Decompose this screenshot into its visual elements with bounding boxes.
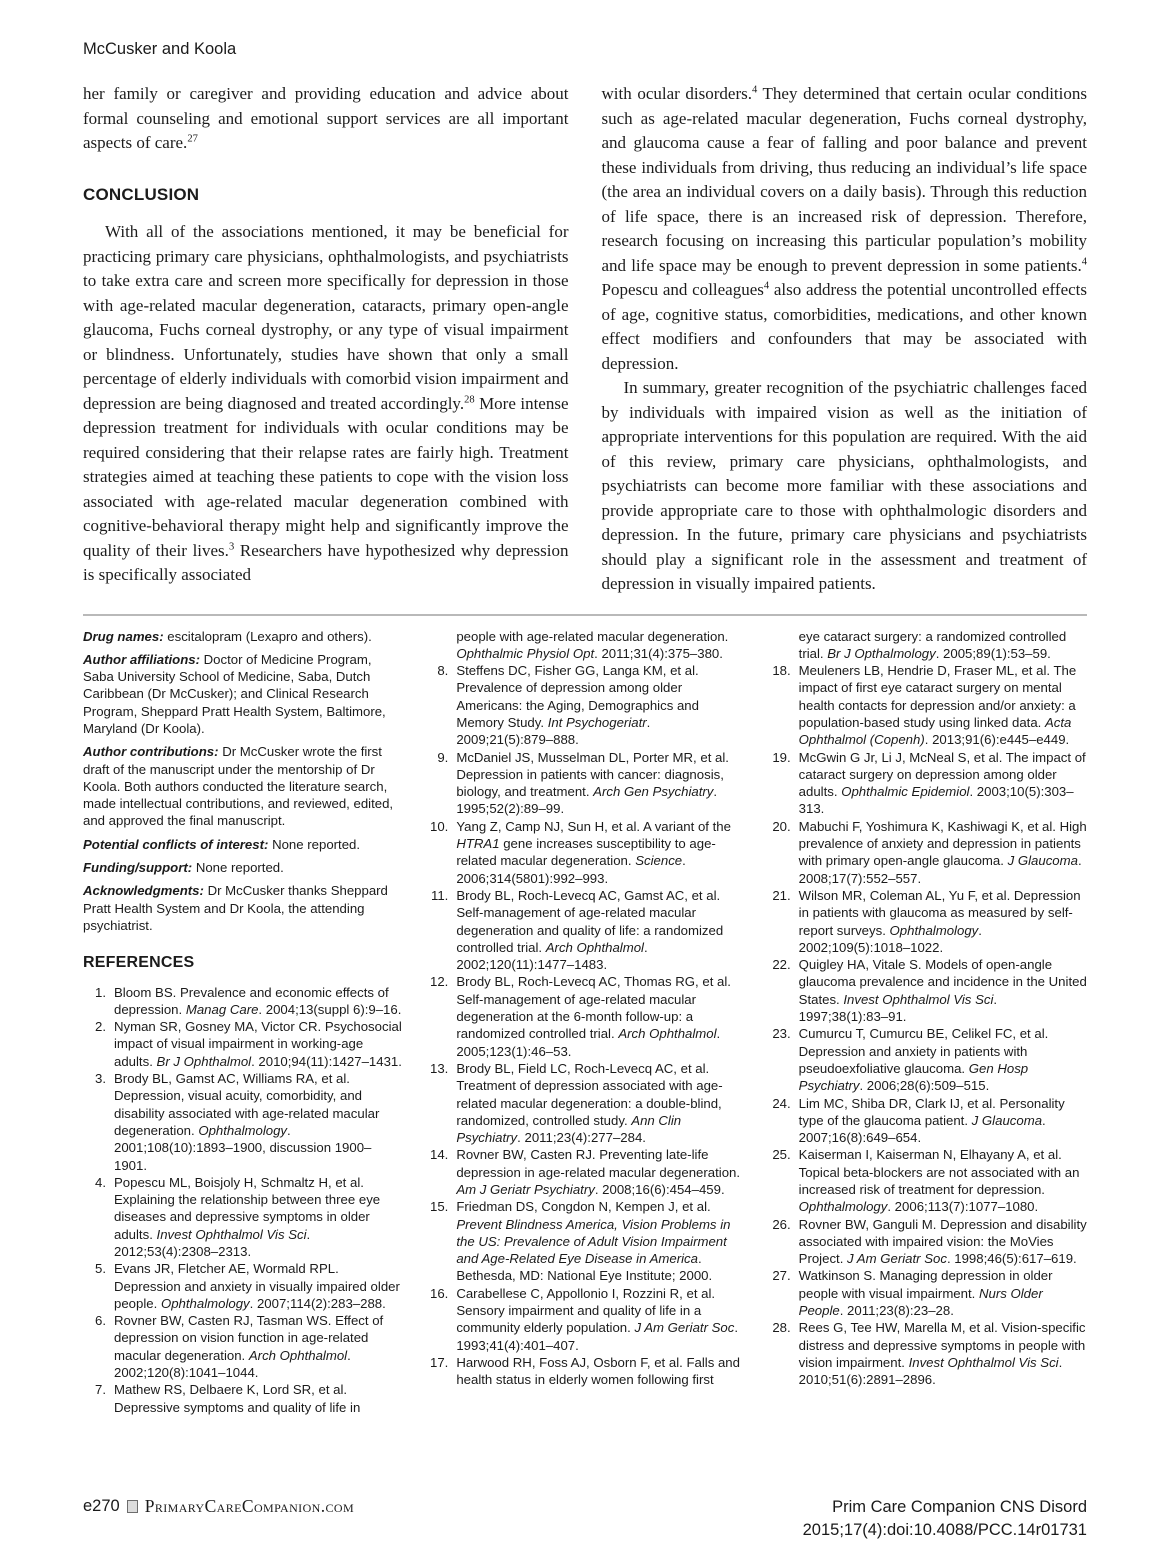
reference-text: Wilson MR, Coleman AL, Yu F, et al. Depression in patients with glaucoma as measured by self-report surveys. Ophthalmology. 2002;109(5):1018–1022.	[798, 887, 1081, 955]
reference-number: 3.	[95, 1071, 106, 1087]
reference-text: Bloom BS. Prevalence and economic effects of depression. Manag Care. 2004;13(suppl 6):9–16.	[114, 984, 402, 1017]
reference-item	[425, 1146, 744, 1198]
reference-item	[768, 956, 1087, 1025]
footer-right	[803, 1496, 1087, 1542]
reference-item	[768, 1146, 1087, 1215]
reference-number: 25.	[772, 1147, 791, 1163]
reference-text: Nyman SR, Gosney MA, Victor CR. Psychosocial impact of visual impairment in working-age adults. Br J Ophthalmol. 2010;94(11):1427–1431.	[114, 1019, 402, 1069]
note-drug-names	[83, 628, 402, 645]
page-number: e270	[83, 1497, 120, 1515]
reference-number: 24.	[772, 1095, 791, 1111]
reference-item	[768, 628, 1087, 663]
reference-number: 20.	[772, 818, 791, 834]
backmatter	[83, 628, 1087, 1416]
reference-text: Brody BL, Field LC, Roch-Levecq AC, et al. Treatment of depression associated with age-related macular degeneration: a double-blind, randomized, controlled study. Ann Clin Psychiatry. 2011;23(4):277–284.	[456, 1060, 723, 1146]
reference-text: Mabuchi F, Yoshimura K, Kashiwagi K, et al. High prevalence of anxiety and depression in patients with primary open-angle glaucoma. J Glaucoma. 2008;17(7):552–557.	[798, 818, 1087, 886]
reference-number: 23.	[772, 1026, 791, 1042]
reference-item	[83, 1381, 402, 1416]
reference-text: Yang Z, Camp NJ, Sun H, et al. A variant of the HTRA1 gene increases susceptibility to age-related macular degeneration. Science. 2006;314(5801):992–993.	[456, 818, 731, 886]
article-body	[83, 82, 1087, 597]
references-list-2	[425, 628, 744, 1389]
article-right-column	[602, 82, 1088, 597]
reference-number: 21.	[772, 887, 791, 903]
reference-text: Brody BL, Roch-Levecq AC, Gamst AC, et al. Self-management of age-related macular degeneration and quality of life: a randomized controlled trial. Arch Ophthalmol. 2002;120(11):1477–1483.	[456, 887, 724, 973]
note-text: escitalopram (Lexapro and others).	[167, 628, 372, 644]
reference-item	[83, 1018, 402, 1070]
reference-item	[425, 662, 744, 748]
reference-item	[425, 818, 744, 887]
journal-website: PrimaryCareCompanion.com	[144, 1496, 355, 1516]
note-conflicts	[83, 836, 402, 853]
reference-text: eye cataract surgery: a randomized controlled trial. Br J Opthalmology. 2005;89(1):53–59.	[798, 628, 1067, 661]
reference-number: 11.	[430, 887, 449, 903]
note-text: None reported.	[195, 860, 284, 876]
reference-text: Lim MC, Shiba DR, Clark IJ, et al. Personality type of the glaucoma patient. J Glaucoma. 2007;16(8):649–654.	[798, 1095, 1065, 1146]
reference-item	[768, 1095, 1087, 1147]
note-label: Potential conflicts of interest:	[83, 836, 269, 852]
reference-item	[425, 1198, 744, 1284]
reference-text: Friedman DS, Congdon N, Kempen J, et al. Prevent Blindness America, Vision Problems in the US: Prevalence of Adult Vision Impairment and Age-Related Eye Disease in America. Bethesda, MD: National Eye Institute; 2000.	[456, 1199, 731, 1284]
reference-number: 19.	[772, 749, 791, 765]
note-label: Author affiliations:	[83, 651, 200, 667]
reference-item	[83, 1260, 402, 1312]
note-text: Doctor of Medicine Program, Saba University School of Medicine, Saba, Dutch Caribbean (Dr McCusker); and Clinical Research Program, Sheppard Pratt Health System, Baltimore, Maryland (Dr Koola).	[83, 651, 386, 736]
reference-number: 8.	[437, 663, 449, 679]
reference-number: 12.	[429, 974, 449, 990]
reference-text: Popescu ML, Boisjoly H, Schmaltz H, et al. Explaining the relationship between three eye diseases and depressive symptoms in older adults. Invest Ophthalmol Vis Sci. 2012;53(4):2308–2313.	[114, 1174, 381, 1259]
reference-item	[768, 1216, 1087, 1268]
journal-name: Prim Care Companion CNS Disord	[832, 1498, 1087, 1516]
note-author-contributions	[83, 743, 402, 829]
reference-item	[425, 1060, 744, 1146]
reference-number: 26.	[772, 1216, 791, 1232]
reference-text: Rovner BW, Casten RJ. Preventing late-life depression in age-related macular degeneration. Am J Geriatr Psychiatry. 2008;16(6):454–459.	[456, 1147, 741, 1197]
reference-number: 18.	[772, 663, 791, 679]
summary-paragraph: In summary, greater recognition of the psychiatric challenges faced by individuals with impaired vision as well as the initiation of appropriate interventions for this population are required. With the aid of this review, primary care physicians, ophthalmologists, and psychiatrists can become more familiar with these associations and provide appropriate care to those with ophthalmologic disorders and depression. In the future, primary care physicians and psychiatrists should play a significant role in the assessment and treatment of depression in visually impaired patients.	[601, 378, 1087, 593]
reference-item	[768, 818, 1087, 887]
reference-text: Carabellese C, Appollonio I, Rozzini R, et al. Sensory impairment and quality of life in a community elderly population. J Am Geriatr Soc. 1993;41(4):401–407.	[456, 1285, 739, 1353]
section-divider	[83, 614, 1087, 616]
references-heading: REFERENCES	[83, 954, 195, 972]
reference-text: Rovner BW, Ganguli M. Depression and disability associated with impaired vision: the MoVies Project. J Am Geriatr Soc. 1998;46(5):617–619.	[798, 1216, 1087, 1267]
note-label: Author contributions:	[83, 744, 219, 760]
reference-text: Kaiserman I, Kaiserman N, Elhayany A, et al. Topical beta-blockers are not associated with an increased risk of treatment for depression. Ophthalmology. 2006;113(7):1077–1080.	[798, 1147, 1080, 1215]
reference-text: people with age-related macular degeneration. Ophthalmic Physiol Opt. 2011;31(4):375–380.	[456, 628, 729, 661]
backmatter-column-1	[83, 628, 402, 1416]
reference-number: 5.	[95, 1261, 106, 1277]
paragraph-continuation: with ocular disorders.$^4$ They determined that certain ocular conditions such as age-related macular degeneration, Fuchs corneal dystrophy, and glaucoma cause a fear of falling and poor balance and prevent these individuals from driving, thus reducing an individual’s life space (the area an individual covers on a daily basis). Through this reduction of life space, there is an increased risk of depression. Therefore, research focusing on increasing this particular population’s mobility and life space may be enough to prevent depression in some patients.$^4$ Popescu and colleagues$^4$ also address the potential uncontrolled effects of age, cognitive status, comorbidities, medications, and other known effect modifiers and confounders that may be associated with depression.	[601, 84, 1087, 373]
doi-citation: 2015;17(4):doi:10.4088/PCC.14r01731	[802, 1521, 1087, 1539]
reference-item	[425, 887, 744, 973]
reference-number: 22.	[772, 957, 791, 973]
reference-text: Meuleners LB, Hendrie D, Fraser ML, et al. The impact of first eye cataract surgery on mental health contacts for depression and/or anxiety: a population-based study using linked data. Acta Ophthalmol (Copenh). 2013;91(6):e445–e449.	[798, 663, 1077, 748]
references-list-3	[768, 628, 1087, 1389]
backmatter-column-2	[425, 628, 744, 1416]
reference-number: 4.	[95, 1174, 106, 1190]
reference-item	[83, 1174, 402, 1260]
journal-logo-icon	[127, 1500, 138, 1513]
reference-item	[83, 1312, 402, 1381]
reference-text: Quigley HA, Vitale S. Models of open-angle glaucoma prevalence and incidence in the United States. Invest Ophthalmol Vis Sci. 1997;38(1):83–91.	[798, 957, 1087, 1025]
note-label: Drug names:	[83, 628, 164, 644]
reference-number: 17.	[429, 1354, 449, 1370]
reference-number	[768, 628, 799, 663]
reference-number: 10.	[429, 818, 449, 834]
reference-number: 6.	[95, 1313, 106, 1329]
reference-number: 9.	[437, 749, 449, 765]
note-author-affiliations	[83, 651, 402, 737]
references-list-1	[83, 984, 402, 1416]
reference-item	[768, 749, 1087, 818]
reference-number: 14.	[429, 1147, 449, 1163]
reference-item	[83, 1070, 402, 1174]
note-text: Dr McCusker wrote the first draft of the manuscript under the mentorship of Dr Koola. Both authors conducted the literature search, made intellectual contributions, and reviewed, edited, and approved the final manuscript.	[83, 744, 394, 829]
conclusion-heading: CONCLUSION	[83, 184, 200, 204]
page-footer	[83, 1496, 1087, 1542]
reference-text: Rees G, Tee HW, Marella M, et al. Vision-specific distress and depressive symptoms in people with vision impairment. Invest Ophthalmol Vis Sci. 2010;51(6):2891–2896.	[798, 1320, 1086, 1388]
reference-item	[425, 628, 744, 663]
article-notes	[83, 628, 402, 935]
reference-number	[425, 628, 456, 663]
reference-item	[768, 1319, 1087, 1388]
paragraph-continuation: her family or caregiver and providing education and advice about formal counseling and emotional support services are all important aspects of care.$^{27}$	[83, 84, 569, 152]
reference-number: 28.	[772, 1320, 791, 1336]
reference-text: Rovner BW, Casten RJ, Tasman WS. Effect of depression on vision function in age-related macular degeneration. Arch Ophthalmol. 2002;120(8):1041–1044.	[114, 1313, 384, 1381]
note-text: Dr McCusker thanks Sheppard Pratt Health System and Dr Koola, the attending psychiatrist.	[83, 883, 388, 933]
reference-text: Brody BL, Gamst AC, Williams RA, et al. Depression, visual acuity, comorbidity, and disability associated with age-related macular degeneration. Ophthalmology. 2001;108(10):1893–1900, discussion 1900–1901.	[114, 1071, 380, 1173]
reference-number: 1.	[95, 984, 106, 1000]
note-funding	[83, 859, 402, 876]
note-label: Acknowledgments:	[83, 883, 204, 899]
reference-text: Watkinson S. Managing depression in older people with visual impairment. Nurs Older People. 2011;23(8):23–28.	[798, 1268, 1053, 1319]
reference-number: 16.	[429, 1285, 449, 1301]
reference-text: Brody BL, Roch-Levecq AC, Thomas RG, et al. Self-management of age-related macular degeneration at the 6-month follow-up: a randomized controlled trial. Arch Ophthalmol. 2005;123(1):46–53.	[456, 974, 731, 1059]
reference-text: Steffens DC, Fisher GG, Langa KM, et al. Prevalence of depression among older Americans: the Aging, Demographics and Memory Study. Int Psychogeriatr. 2009;21(5):879–888.	[456, 663, 699, 748]
reference-item	[768, 1025, 1087, 1094]
reference-item	[425, 973, 744, 1059]
note-label: Funding/support:	[83, 860, 193, 876]
reference-text: Cumurcu T, Cumurcu BE, Celikel FC, et al. Depression and anxiety in patients with pseudoexfoliative glaucoma. Gen Hosp Psychiatry. 2006;28(6):509–515.	[798, 1026, 1049, 1094]
footer-left	[83, 1496, 354, 1517]
note-acknowledgments	[83, 882, 402, 934]
reference-item	[425, 749, 744, 818]
reference-number: 2.	[95, 1019, 106, 1035]
backmatter-column-3	[768, 628, 1087, 1416]
reference-item	[425, 1354, 744, 1389]
reference-text: Harwood RH, Foss AJ, Osborn F, et al. Falls and health status in elderly women following first	[456, 1354, 740, 1388]
reference-text: Evans JR, Fletcher AE, Wormald RPL. Depression and anxiety in visually impaired older people. Ophthalmology. 2007;114(2):283–288.	[114, 1261, 400, 1311]
reference-number: 7.	[95, 1382, 106, 1398]
reference-number: 13.	[429, 1060, 449, 1076]
note-text: None reported.	[272, 836, 361, 852]
reference-item	[83, 984, 402, 1019]
conclusion-paragraph: With all of the associations mentioned, it may be beneficial for practicing primary care physicians, ophthalmologists, and psychiatrists to take extra care and screen more specifically for depression in those with age-related macular degeneration, cataracts, primary open-angle glaucoma, Fuchs corneal dystrophy, or any type of visual impairment or blindness. Unfortunately, studies have shown that only a small percentage of elderly individuals with comorbid vision impairment and depression are being diagnosed and treated accordingly.$^{28}$ More intense depression treatment for individuals with ocular conditions may be required considering that their relapse rates are fairly high. Treatment strategies aimed at teaching these patients to cope with the vision loss associated with age-related macular degeneration combined with cognitive-behavioral therapy might help and significantly improve the quality of their lives.$^3$ Researchers have hypothesized why depression is specifically associated	[83, 222, 569, 584]
reference-text: Mathew RS, Delbaere K, Lord SR, et al. Depressive symptoms and quality of life in	[114, 1382, 361, 1415]
article-left-column	[83, 82, 569, 597]
reference-item	[768, 662, 1087, 748]
reference-item	[768, 1267, 1087, 1319]
reference-number: 27.	[772, 1268, 791, 1284]
reference-text: McDaniel JS, Musselman DL, Porter MR, et al. Depression in patients with cancer: diagnosis, biology, and treatment. Arch Gen Psychiatry. 1995;52(2):89–99.	[456, 749, 729, 817]
running-head: McCusker and Koola	[83, 40, 237, 58]
reference-text: McGwin G Jr, Li J, McNeal S, et al. The impact of cataract surgery on depression among older adults. Ophthalmic Epidemiol. 2003;10(5):303–313.	[798, 749, 1086, 817]
reference-item	[768, 887, 1087, 956]
reference-item	[425, 1285, 744, 1354]
reference-number: 15.	[429, 1199, 449, 1215]
